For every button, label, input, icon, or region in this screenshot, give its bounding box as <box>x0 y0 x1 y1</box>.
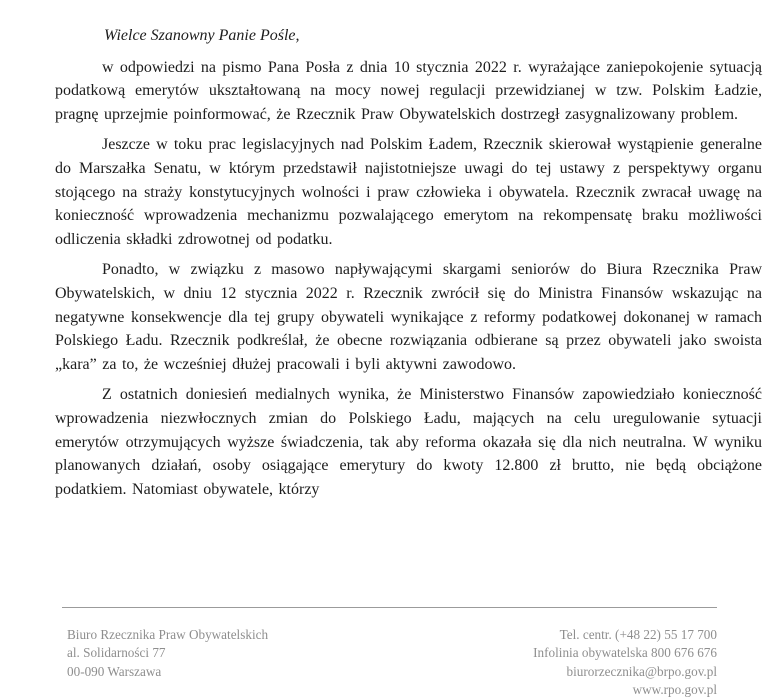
footer-address-block <box>67 626 268 681</box>
footer-phone: Tel. centr. (+48 22) 55 17 700 <box>559 627 717 642</box>
footer-street: al. Solidarności 77 <box>67 645 166 661</box>
paragraph-intro: w odpowiedzi na pismo Pana Posła z dnia 10 stycznia 2022 r. wyrażające zaniepokojenie sytuacją podatkową emerytów ukształtowaną na mocy nowej regulacji przewidzianej w tzw. Polskim Ładzie, pragnę uprzejmie poinformować, że Rzecznik Praw Obywatelskich dostrzegł zasygnalizowany problem. <box>55 58 762 123</box>
footer-office-name: Biuro Rzecznika Praw Obywatelskich <box>67 627 269 642</box>
footer-hotline: Infolinia obywatelska 800 676 676 <box>533 645 717 661</box>
salutation: Wielce Szanowny Panie Pośle, <box>104 27 300 44</box>
footer-website: www.rpo.gov.pl <box>632 682 717 698</box>
paragraph-senate-intervention: Jeszcze w toku prac legislacyjnych nad Polskim Ładem, Rzecznik skierował wystąpienie generalne do Marszałka Senatu, w którym przedstawił najistotniejsze uwagi do tej ustawy z perspektywy organu stojącego na straży konstytucyjnych wolności i praw człowieka i obywatela. Rzecznik zwracał uwagę na konieczność wprowadzenia mechanizmu pozwalającego emerytom na rekompensatę braku możliwości odliczenia składki zdrowotnej od podatku. <box>55 136 762 248</box>
footer-email: biurorzecznika@brpo.gov.pl <box>566 663 717 679</box>
letter-footer <box>62 607 717 698</box>
letter-body <box>55 24 762 508</box>
paragraph-media-reports: Z ostatnich doniesień medialnych wynika, że Ministerstwo Finansów zapowiedziało konieczność wprowadzenia niezwłocznych zmian do Polskiego Ładu, mających na celu uregulowanie sytuacji emerytów otrzymujących wyższe świadczenia, tak aby reforma okazała się dla nich neutralna. W wyniku planowanych działań, osoby osiągające emerytury do kwoty 12.800 zł brutto, nie będą obciążone podatkiem. Natomiast obywatele, którzy <box>55 386 762 498</box>
paragraph-minister-finance: Ponadto, w związku z masowo napływającymi skargami seniorów do Biura Rzecznika Praw Obywatelskich, w dniu 12 stycznia 2022 r. Rzecznik zwrócił się do Ministra Finansów wskazując na negatywne konsekwencje dla tej grupy obywateli wynikające z reformy podatkowej dokonanej w ramach Polskiego Ładu. Rzecznik podkreślał, że obecne rozwiązania odbierane są przez obywateli jako swoista „kara” za to, że wcześniej dłużej pracowali i byli aktywni zawodowo. <box>55 261 762 373</box>
footer-contact-block <box>533 626 717 698</box>
footer-city: 00-090 Warszawa <box>67 663 162 679</box>
